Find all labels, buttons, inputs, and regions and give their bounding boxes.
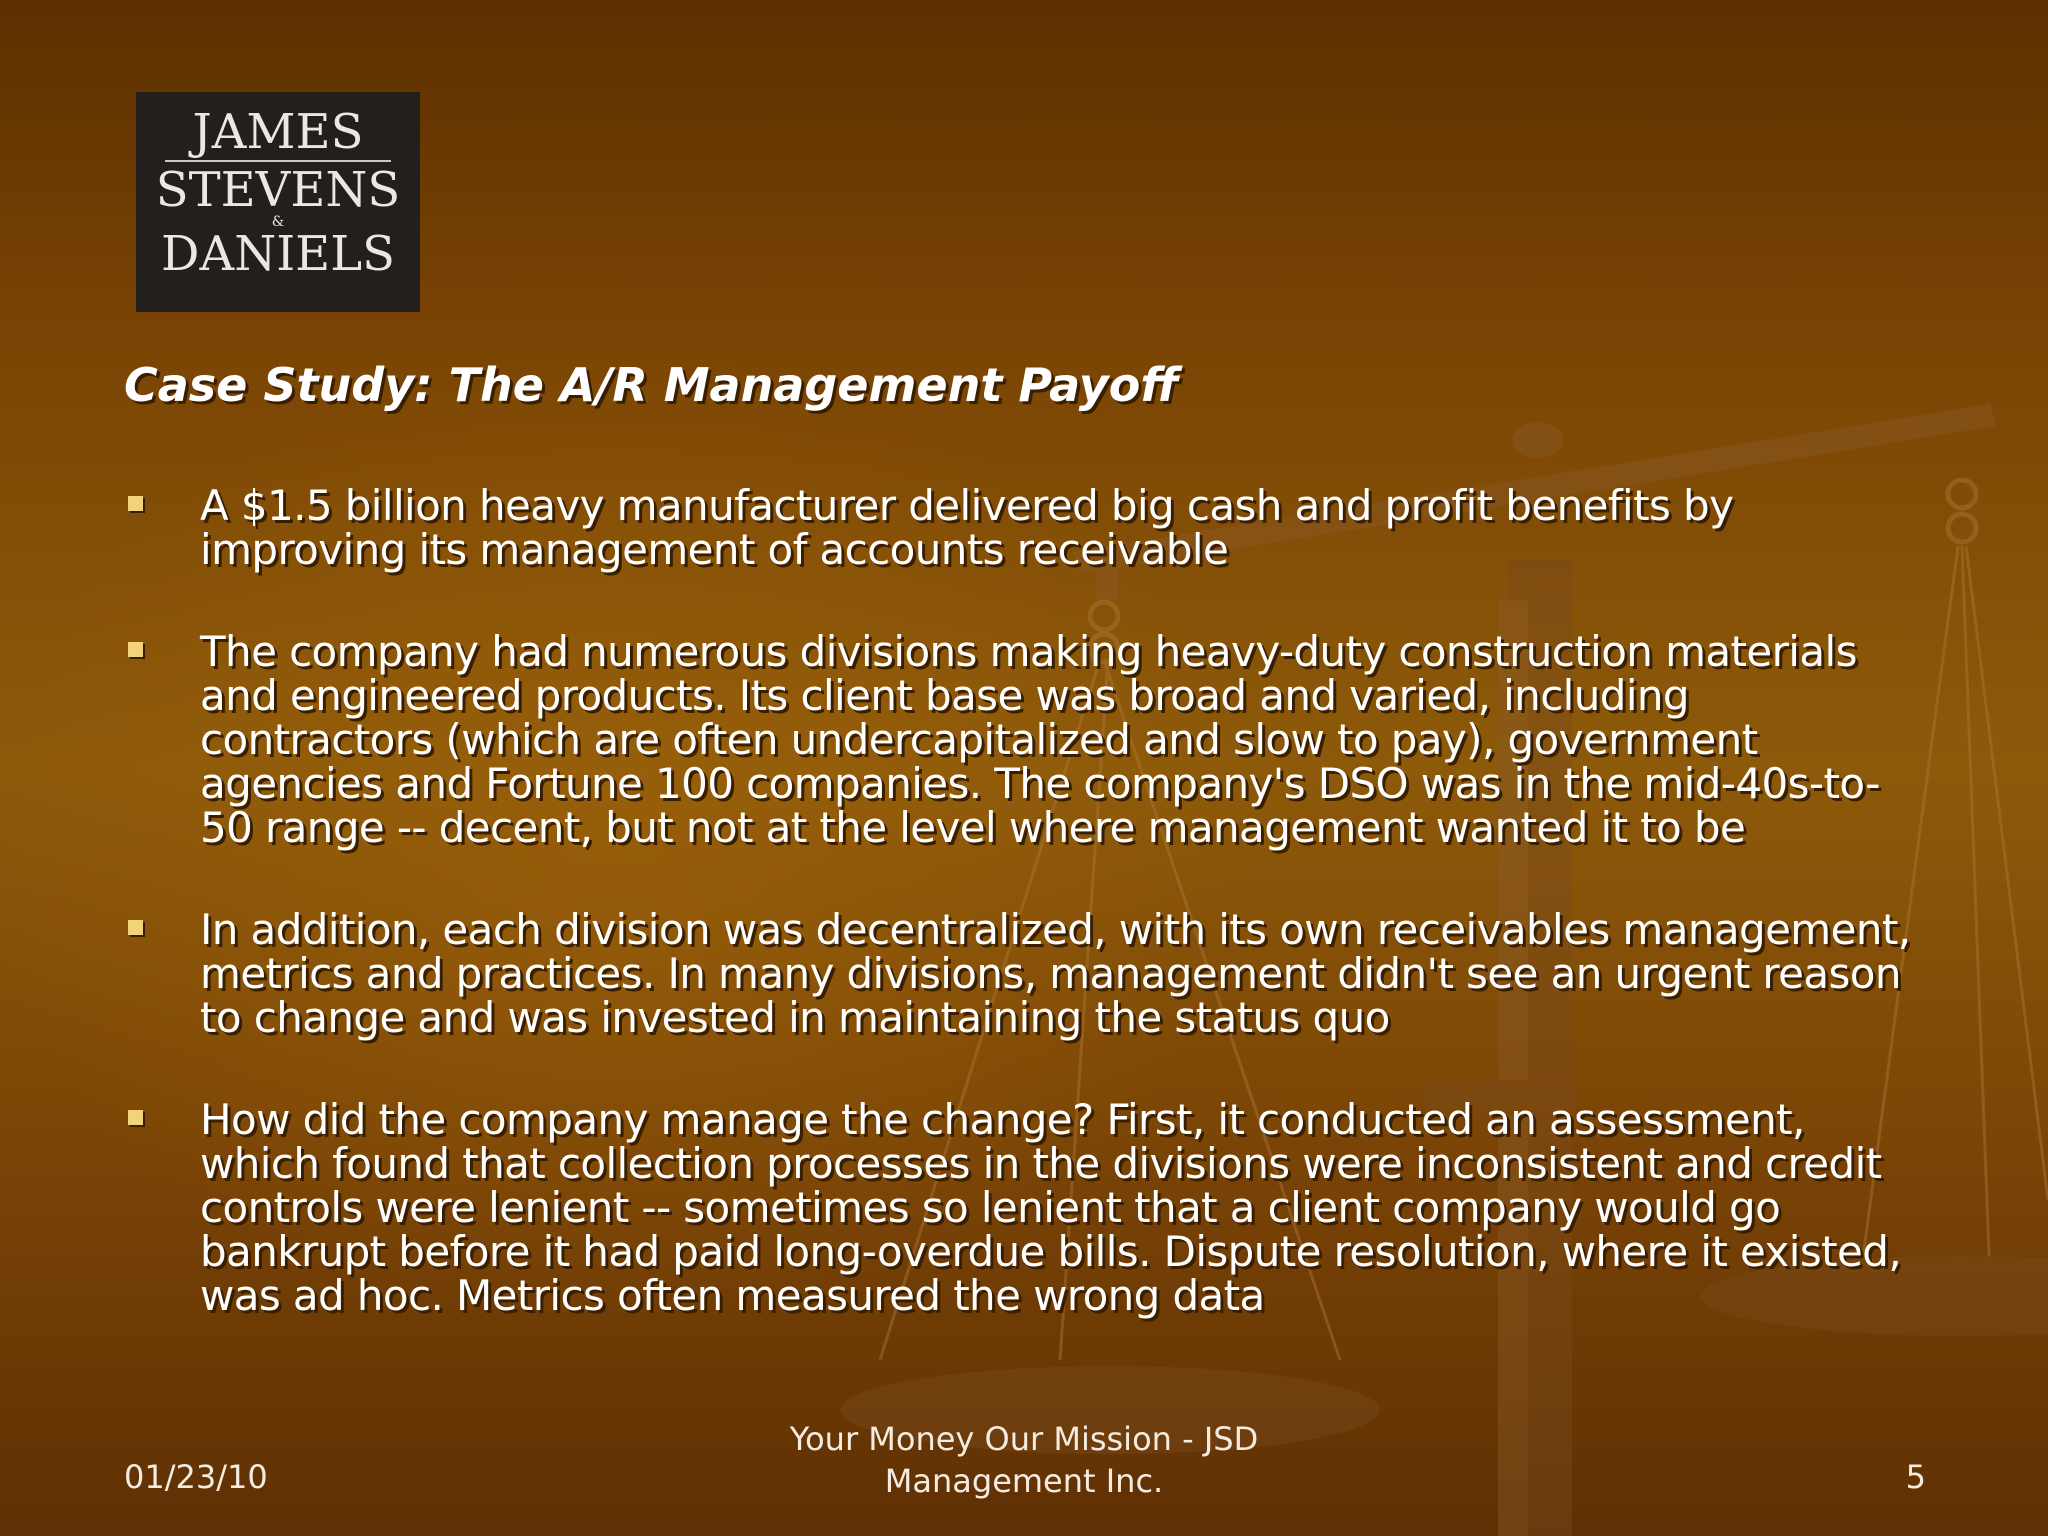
bullet-text: In addition, each division was decentralized, with its own receivables management, metrics and practices. In many divisions, management didn't see an urgent reason to change and was invested in maintaining the status quo <box>200 905 1911 1042</box>
bullet-square-icon <box>128 920 143 935</box>
bullet-item <box>124 627 1924 852</box>
logo-line-james: JAMES <box>192 104 364 160</box>
bullet-item <box>124 481 1924 574</box>
bullet-text: How did the company manage the change? First, it conducted an assessment, which found that collection processes in the divisions were inconsistent and credit controls were lenient -- sometimes so lenient that a client company would go bankrupt before it had paid long-overdue bills. Dispute resolution, where it existed, was ad hoc. Metrics often measured the wrong data <box>200 1095 1902 1320</box>
bullet-item <box>124 1095 1924 1320</box>
bullet-text: The company had numerous divisions making heavy-duty construction materials and engineered products. Its client base was broad and varied, including contractors (which are often undercapitalized and slow to pay), government agencies and Fortune 100 companies. The company's DSO was in the mid-40s-to-50 range -- decent, but not at the level where management wanted it to be <box>200 627 1880 852</box>
bullet-list <box>124 481 1924 1376</box>
bullet-square-icon <box>128 1110 143 1125</box>
slide-title: Case Study: The A/R Management Payoff <box>124 358 1179 412</box>
logo-line-daniels: DANIELS <box>161 226 395 282</box>
page-number: 5 <box>1905 1458 1926 1496</box>
bullet-item <box>124 905 1924 1042</box>
logo-ampersand: & <box>271 214 285 230</box>
logo-line-stevens: STEVENS <box>155 162 401 218</box>
footer-company-tagline: Your Money Our Mission - JSD Management Inc. <box>789 1420 1259 1500</box>
company-logo <box>136 92 420 312</box>
bullet-square-icon <box>128 642 143 657</box>
bullet-text: A $1.5 billion heavy manufacturer delivered big cash and profit benefits by improving its management of accounts receivable <box>200 481 1734 574</box>
bullet-square-icon <box>128 496 143 511</box>
footer-date: 01/23/10 <box>124 1458 268 1496</box>
